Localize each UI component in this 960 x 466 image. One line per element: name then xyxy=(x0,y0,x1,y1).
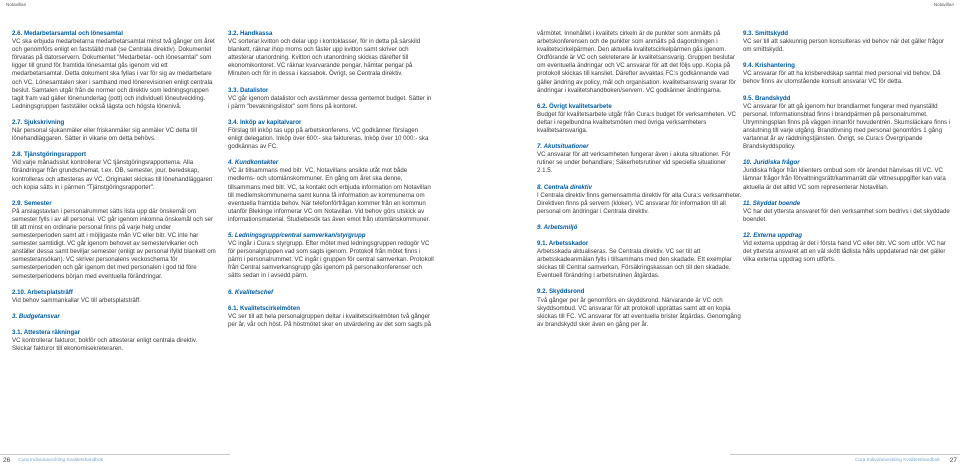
section-body: Budget för kvalitetsarbete utgår från Cura:s budget för verksamheten. VC deltar i regelbundna kvalitetsmöten med övriga verksamheters kvalitetsansvariga. xyxy=(537,110,736,135)
section-body: Vid varje månadsslut kontrollerar VC tjänstgöringsrapporterna. Alla förändringar från grundschemat, t.ex. OB, semester, jour, beredskap, kontrolleras och attesteras av VC. Originalet skickas till lönehandläggaren och kopia sätts in i pärmen "Tjänstgöringsrapporter". xyxy=(12,159,213,191)
section xyxy=(12,289,216,305)
section xyxy=(12,329,216,353)
section-heading: 2.7. Sjukskrivning xyxy=(12,118,65,126)
section-body: När personal sjukanmäler eller friskanmäler sig anmäler VC detta till lönehandläggaren. Sätter in vikarie om detta behövs. xyxy=(12,127,197,143)
section-body: I Centrala direktiv finns gemensamma direktiv för alla Cura:s verksamheter. Direktiven finns på servern (kloker). VC ansvarar för information till all personal om ändringar i Centrala direktiv. xyxy=(537,191,742,215)
section xyxy=(12,313,216,321)
footer-title-left: Cura Individutveckling Kvalitetshandbok xyxy=(18,458,104,463)
section xyxy=(12,119,216,143)
section-body: Arbetsskada aktualiseras. Se Centrala direktiv. VC ser till att arbetsskadeanmälan fylls i tillsammans med den skadade. Ett exemplar skickas till Central samverkan, Försäkringskassan och till den skadade. Eventuell förändring i arbetsrutinen åtgärdas. xyxy=(537,248,732,280)
section-body: Förslag till inköp tas upp på arbetskonferens. VC godkänner förslagen enligt delegation. Inköp över 600:- ska faktureras. Inköp över 10 000:- ska godkännas av FC. xyxy=(228,126,429,151)
section-heading: 3.1. Attestera räkningar xyxy=(12,328,81,336)
section-heading: 9. Arbetsmiljö xyxy=(537,223,578,231)
section-heading: 10. Juridiska frågor xyxy=(743,159,800,167)
section xyxy=(12,30,216,111)
section-heading: 2.10. Arbetsplatsträff xyxy=(12,288,73,296)
section xyxy=(228,87,434,111)
section-body: VC ser till att sakkunnig person konsulteras vid behov när det gäller frågor om smittskydd. xyxy=(743,38,945,54)
section-heading: 7. Akutsituationer xyxy=(537,143,589,151)
section xyxy=(12,200,216,281)
section-heading: 3.4. Inköp av kapitalvaror xyxy=(228,118,302,126)
section-body: VC ser till att hela personalgruppen deltar i kvalitetscirkelmöten två gånger per år, vår och höst. På höstmötet sker en utvärdering av det som sagts på xyxy=(228,312,432,328)
section-body: VC ansvarar för att verksamheten fungerar även i akuta situationer. För rutiner se under behandlare; Säkerhetsrutiner vid speciella situationer 2.1.5. xyxy=(537,151,731,175)
section xyxy=(537,184,743,216)
section xyxy=(228,159,434,224)
column-1 xyxy=(12,30,216,361)
section xyxy=(537,240,743,280)
section-heading: 3. Budgetansvar xyxy=(12,312,60,320)
page-number-right: 27 xyxy=(949,457,957,464)
section-body: VC går igenom datalistor och avstämmer dessa gentemot budget. Sätter in i pärm "bevakningslistor" som finns på kontoret. xyxy=(228,94,432,110)
section-body: Två gånger per år genomförs en skyddsrond. Närvarande är VC och skyddsombud. VC ansvarar för att protokoll upprättas samt att en kopia skickas till FC. VC ansvarar för att eventuella brister åtgärdas. Genomgång av brandskydd sker även en gång per år. xyxy=(537,296,741,328)
section-heading: 5. Ledningsgrupp/central samverkan/styrgrupp xyxy=(228,231,366,239)
page-number-left: 26 xyxy=(3,457,11,464)
section xyxy=(537,143,743,175)
column-2 xyxy=(228,30,434,337)
section-heading: 3.3. Datalistor xyxy=(228,86,269,94)
section-body: VC ansvarar för att ha krisberedskap samtal med personal vid behov. Då behov finns av utomstående konsult ansvarar VC för detta. xyxy=(743,70,941,86)
section xyxy=(743,95,953,152)
section-body: VC ansvarar för att gå igenom hur brandlarmet fungerar med nyanställd personal. Informationsblad finns i brandpärmen på personalrummet. Utrymningsplan finns på väggen innanför huvudentrén. Skumsläckare finns i anslutning till varje utgång. Brandövning med personal genomförs 1 gång vartannat år av räddningstjänsten. Övrigt, se Cura:s Övergripande Brandskyddspolicy. xyxy=(743,102,951,151)
section xyxy=(228,232,434,281)
footer-left xyxy=(0,454,230,466)
section xyxy=(743,159,953,191)
section-heading: 9.2. Skyddsrond xyxy=(537,288,585,296)
section-heading: 2.9. Semester xyxy=(12,199,52,207)
section xyxy=(743,232,953,264)
section-heading: 6.1. Kvalitetscirkelmöten xyxy=(228,304,301,312)
section-heading: 6. Kvalitetschef xyxy=(228,288,274,296)
section-body: VC är tillsammans med bitr. VC, Notavillans ansikte utåt mot både medlems- och utomlänskommuner. En gång om året ska denne, tillsammans med bitr. VC, ta kontakt och erbjuda information om Notavillan till medlemskommunerna samt kunna få information av kommunerna om eventuella framtida behov. När telefonförfrågan kommer från en kommun utanför Blekinge informerar VC om Notavillan. Vid behov görs utskick av informationsmaterial. Studiebesök tas även emot från utomlänskommuner. xyxy=(228,167,431,223)
section-heading: 3.2. Handkassa xyxy=(228,30,273,37)
section xyxy=(228,119,434,151)
section-body: Vid externa uppdrag är det i första hand VC eller bitr. VC som utför. VC har det yttersta ansvaret att en väl skött lådlista hålls uppdaterad när det gäller vilka externa uppdrag som utförts. xyxy=(743,239,946,264)
section-heading: 4. Kundkontakter xyxy=(228,159,279,167)
section-body: VC ingår i Cura:s styrgrupp. Efter mötet med ledningsgruppen redogör VC för personalgruppen vad som sagts igenom. Protokoll från mötet finns i pärm i personalrummet. VC ingår i gruppen för central samverkan. Protokoll från Central samverkansgrupp gås igenom på personalkonferenser och sätts sedan in i avsedd pärm. xyxy=(228,240,434,280)
section xyxy=(228,30,434,79)
section xyxy=(228,305,434,329)
section-body: På anslagstavlan i personalrummet sätts lista upp där önskemål om semester fylls i av all personal. VC går igenom inkomna önskemål och ser till att minst en ordinarie personal finns på varje helg under semesterperioden samt att i möjligaste mån VC eller bitr. VC inte har semester samtidigt. VC går igenom behovet av semestervikarier och anställer dessa samt beviljar semester (enligt av personal ifylld blankett om semesteransökan). VC skriver personalens veckoschema för semesterperioden och går igenom det med personalen i god tid före semesterperiodens början med eventuella förändringar. xyxy=(12,207,216,280)
section-body: VC ska erbjuda medarbetarna medarbetarsamtal minst två gånger om året och genomförs enligt en fastställd mall (se Centrala direktiv). Dokumentet förvaras på datorservern. Dokumentet "Medarbetar- och lönesamtal" som ligger till grund för framtida lönesamtal gås igenom vid ett medarbetarsamtal. Detta dokument ska fyllas i var för sig av medarbetare och VC. Lönesamtalen sker i samband med lönerevisionen enligt centrala beslut. Samtalen utgår från de normer och direktiv som ledningsgruppen tagit fram vad gäller lönenunderlag (pott) och individuell löneutveckling. Ledningsgruppen fastställer också lägsta och högsta lönenivå. xyxy=(12,38,215,110)
section-heading: 2.8. Tjänstgöringsrapport xyxy=(12,151,87,159)
section xyxy=(537,224,743,232)
section xyxy=(537,288,743,328)
section-body: VC sorterar kvitton och delar upp i kontoklasser, för in detta på särskild blankett, räknar ihop moms och fäster upp kvitton samt skriver och attesterar utanordning. Kvitton och utanordning skickas därefter till ekonomikontoret. VC räknar kvarvarande pengar, hämtar pengar på Minuten och för in dessa i kassabok. Övrigt, se Centrala direktiv. xyxy=(228,38,421,78)
section xyxy=(537,30,743,95)
section-body: Vid behov sammankallar VC till arbetsplatsträff. xyxy=(12,296,141,304)
section-body: VC har det yttersta ansvaret för den verksamhet som bedrivs i det skyddade boendet. xyxy=(743,207,950,223)
section-heading: 9.4. Krishantering xyxy=(743,62,795,70)
column-4 xyxy=(743,30,953,272)
section-body: VC kontrollerar fakturor, bokför och attesterar enligt centrala direktiv. Skickar fakturor till ekonomisekreteraren. xyxy=(12,337,198,353)
footer-title-right: Cura Individutveckling Kvalitetshandbok xyxy=(854,458,940,463)
column-3 xyxy=(537,30,743,337)
section-heading: 9.5. Brandskydd xyxy=(743,94,791,102)
running-head-right: Notavillan xyxy=(933,2,954,7)
section-body: Juridiska frågor från klienters ombud som rör ärendet hänvisas till VC. VC lämnar frågor från förvaltningsrätt/kammarrätt där vittnesuppgifter kan vara aktuella är det alltid VC som representerar Notavillan. xyxy=(743,167,946,191)
section-heading: 8. Centrala direktiv xyxy=(537,183,592,191)
section xyxy=(743,200,953,224)
section xyxy=(12,151,216,191)
section-heading: 11. Skyddat boende xyxy=(743,199,801,207)
section-heading: 6.2. Övrigt kvalitetsarbete xyxy=(537,102,612,110)
section-body: vårmötet. Innehållet i kvalitets cirkeln är de punkter som anmälts på arbetskonferensen och de punkter som anmälts på dagordningen i kvalitetscirkelpärmen. Den aktuella kvalitetscirkelpärmen gås igenom. Ordförande är VC och sekreterare är kvalitetsansvarig. Gruppen beslutar om eventuella ändringar och VC ansvarar för att det följs upp. Kopia på protokoll skickas till kansliet. Därefter avvaktas FC:s godkännande vad gäller ändring av policy, mål och organisation. kvalitetsansvarig svarar för ändringar i kvalitetshandboken/servern. VC godkänner ändringarna. xyxy=(537,30,736,94)
section xyxy=(743,62,953,86)
section xyxy=(228,289,434,297)
running-head-left: Notavillan xyxy=(6,2,27,7)
section-heading: 9.3. Smittskydd xyxy=(743,30,789,37)
section-heading: 12. Externa uppdrag xyxy=(743,231,803,239)
section xyxy=(743,30,953,54)
section xyxy=(537,103,743,135)
section-heading: 9.1. Arbetsskador xyxy=(537,239,589,247)
footer-right xyxy=(730,454,960,466)
section-heading: 2.6. Medarbetarsamtal och lönesamtal xyxy=(12,30,123,37)
